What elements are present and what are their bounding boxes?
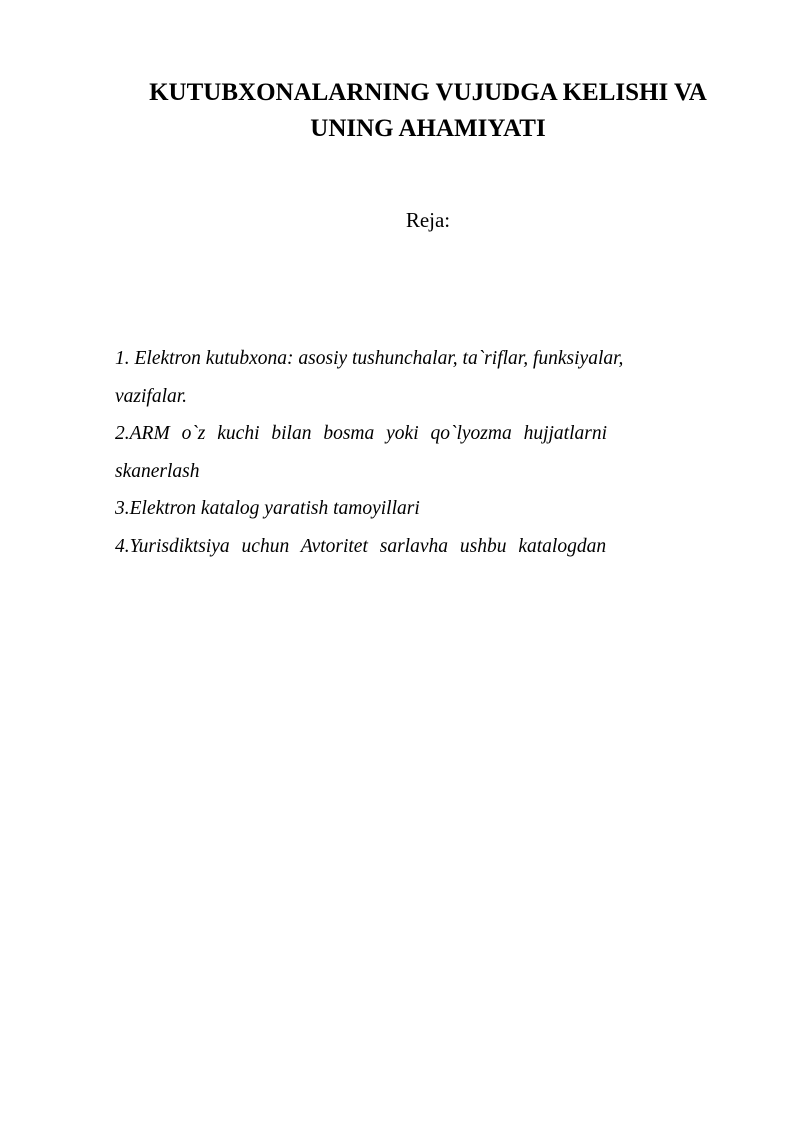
plan-item-3-line-1: 3.Elektron katalog yaratish tamoyillari [115, 498, 420, 519]
title-line-2: UNING AHAMIYATI [310, 115, 546, 142]
plan-item-1 [115, 340, 695, 415]
plan-item-4-line-1: 4.Yurisdiktsiya uchun Avtoritet sarlavha ushbu katalogdan [115, 535, 607, 557]
plan-item-1-line-1: 1. Elektron kutubxona: asosiy tushunchalar, ta`riflar, funksiyalar, [115, 348, 624, 369]
plan-item-2 [115, 415, 695, 490]
plan-heading: Reja: [405, 208, 451, 232]
title-line-1: KUTUBXONALARNING VUJUDGA KELISHI VA [149, 79, 707, 106]
plan-item-3 [115, 490, 695, 528]
plan-item-4 [115, 528, 695, 566]
plan-list [115, 340, 695, 565]
plan-item-2-line-2: skanerlash [115, 460, 200, 482]
plan-item-2-line-1: 2.ARM o`z kuchi bilan bosma yoki qo`lyozma hujjatlarni [115, 423, 608, 444]
document-title [110, 75, 746, 147]
plan-item-1-line-2: vazifalar. [115, 385, 188, 407]
